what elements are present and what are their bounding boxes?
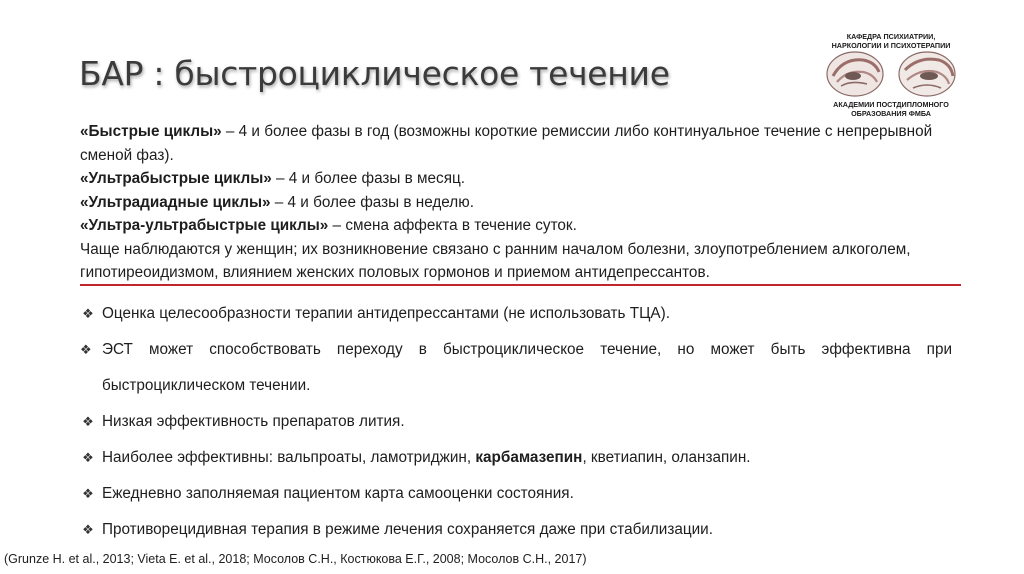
logo-department-text: КАФЕДРА ПСИХИАТРИИ, НАРКОЛОГИИ И ПСИХОТЕРАПИИ [831, 32, 951, 50]
list-item: ❖ Оценка целесообразности терапии антидепрессантами (не использовать ТЦА). [80, 296, 952, 332]
diamond-bullet-icon: ❖ [82, 450, 94, 465]
brain-sections-icon [823, 46, 959, 102]
list-item: ❖ ЭСТ может способствовать переходу в быстроциклическое течение, но может быть эффективна при быстроциклическом течении. [80, 332, 952, 404]
diamond-bullet-icon: ❖ [80, 342, 92, 357]
department-logo [823, 30, 959, 130]
definition-ultrafast-cycles: «Ультрабыстрые циклы» – 4 и более фазы в месяц. [80, 170, 466, 187]
definition-fast-cycles: «Быстрые циклы» – 4 и более фазы в год (возможны короткие ремиссии либо континуальное течение с непрерывной сменой фаз). [80, 123, 933, 164]
list-item: ❖ Противорецидивная терапия в режиме лечения сохраняется даже при стабилизации. [80, 512, 952, 548]
recommendations-list [80, 296, 952, 548]
references: (Grunze H. et al., 2013; Vieta E. et al., 2018; Мосолов С.Н., Костюкова Е.Г., 2008; Мосолов С.Н., 2017) [4, 552, 587, 566]
diamond-bullet-icon: ❖ [82, 414, 94, 429]
epidemiology-note: Чаще наблюдаются у женщин; их возникновение связано с ранним началом болезни, злоупотреблением алкоголем, гипотиреоидизмом, влиянием женских половых гормонов и приемом антидепрессантов. [80, 240, 911, 281]
red-divider [80, 284, 961, 286]
list-item: ❖ Наиболее эффективны: вальпроаты, ламотриджин, карбамазепин, кветиапин, оланзапин. [80, 440, 952, 476]
list-item: ❖ Низкая эффективность препаратов лития. [80, 404, 952, 440]
diamond-bullet-icon: ❖ [82, 486, 94, 501]
logo-academy-text: АКАДЕМИИ ПОСТДИПЛОМНОГО ОБРАЗОВАНИЯ ФМБА [833, 100, 949, 118]
diamond-bullet-icon: ❖ [82, 306, 94, 321]
definition-ultra-ultrafast-cycles: «Ультра-ультрабыстрые циклы» – смена аффекта в течение суток. [80, 217, 577, 234]
slide-title: БАР : быстроциклическое течение [79, 54, 670, 93]
definition-ultradian-cycles: «Ультрадиадные циклы» – 4 и более фазы в неделю. [80, 193, 474, 211]
definitions-block [80, 120, 960, 285]
diamond-bullet-icon: ❖ [82, 522, 94, 537]
list-item: ❖ Ежедневно заполняемая пациентом карта самооценки состояния. [80, 476, 952, 512]
